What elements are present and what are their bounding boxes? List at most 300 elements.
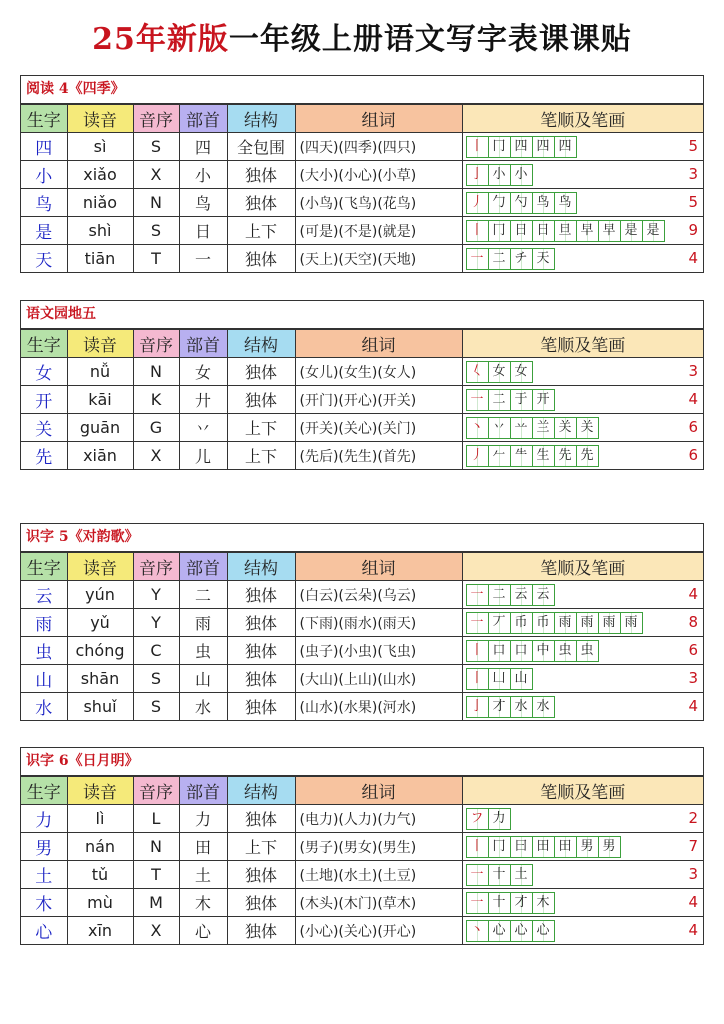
table-row [21, 609, 703, 637]
radical-cell: 田 [179, 833, 227, 861]
yinxu-cell: N [133, 189, 179, 217]
structure-cell: 独体 [227, 917, 295, 945]
stroke-order-cell [462, 861, 703, 889]
header-shengzi: 生字 [21, 105, 67, 133]
stroke-box: 𡿨 [466, 361, 489, 383]
section-title: 阅读 4《四季》 [21, 76, 703, 104]
page-title [0, 14, 724, 58]
stroke-box: 心 [488, 920, 511, 942]
header-bushou: 部首 [179, 330, 227, 358]
stroke-box: 心 [510, 920, 533, 942]
words-cell: (四天)(四季)(四只) [295, 133, 462, 161]
stroke-count: 3 [688, 865, 698, 883]
structure-cell: 全包围 [227, 133, 295, 161]
stroke-box: 男 [598, 836, 621, 858]
stroke-box: 心 [532, 920, 555, 942]
stroke-count: 4 [688, 921, 698, 939]
header-bushou: 部首 [179, 553, 227, 581]
pinyin-cell: xīn [67, 917, 133, 945]
stroke-box: 勺 [510, 192, 533, 214]
character-cell: 女 [21, 358, 67, 386]
stroke-box: 雨 [620, 612, 643, 634]
stroke-box: 十 [488, 892, 511, 914]
stroke-count: 9 [688, 221, 698, 239]
character-cell: 力 [21, 805, 67, 833]
header-jiegou: 结构 [227, 330, 295, 358]
radical-cell: 虫 [179, 637, 227, 665]
table-row [21, 442, 703, 470]
stroke-box: 日 [510, 220, 533, 242]
structure-cell: 上下 [227, 833, 295, 861]
stroke-order-cell [462, 358, 703, 386]
yinxu-cell: X [133, 917, 179, 945]
character-table [21, 329, 703, 469]
words-cell: (大山)(上山)(山水) [295, 665, 462, 693]
stroke-count: 7 [688, 837, 698, 855]
stroke-box: 虫 [576, 640, 599, 662]
stroke-box: 勹 [488, 192, 511, 214]
stroke-order-cell [462, 805, 703, 833]
stroke-box: 山 [510, 668, 533, 690]
section-title: 识字 6《日月明》 [21, 748, 703, 776]
table-row [21, 805, 703, 833]
stroke-sequence [466, 164, 532, 186]
stroke-sequence [466, 864, 532, 886]
radical-cell: 土 [179, 861, 227, 889]
character-cell: 水 [21, 693, 67, 721]
stroke-sequence [466, 445, 598, 467]
stroke-box: 亅 [466, 696, 489, 718]
stroke-box: 冂 [488, 136, 511, 158]
stroke-box: 雨 [598, 612, 621, 634]
stroke-box: ⺧ [510, 445, 533, 467]
structure-cell: 上下 [227, 414, 295, 442]
words-cell: (木头)(木门)(草木) [295, 889, 462, 917]
section-block [20, 523, 704, 721]
stroke-box: 鸟 [554, 192, 577, 214]
stroke-box: 丨 [466, 220, 489, 242]
stroke-order-cell [462, 245, 703, 273]
yinxu-cell: M [133, 889, 179, 917]
radical-cell: 山 [179, 665, 227, 693]
stroke-box: 丆 [488, 612, 511, 634]
stroke-box: 水 [532, 696, 555, 718]
words-cell: (土地)(水土)(土豆) [295, 861, 462, 889]
stroke-box: 一 [466, 612, 489, 634]
stroke-box: 早 [598, 220, 621, 242]
stroke-count: 6 [688, 641, 698, 659]
table-row [21, 358, 703, 386]
character-cell: 先 [21, 442, 67, 470]
stroke-box: 丨 [466, 836, 489, 858]
header-duyin: 读音 [67, 553, 133, 581]
radical-cell: 女 [179, 358, 227, 386]
character-cell: 木 [21, 889, 67, 917]
stroke-box: 女 [488, 361, 511, 383]
stroke-sequence [466, 668, 532, 690]
stroke-order-cell [462, 414, 703, 442]
header-bushou: 部首 [179, 777, 227, 805]
table-row [21, 889, 703, 917]
stroke-box: 凵 [488, 668, 511, 690]
character-cell: 鸟 [21, 189, 67, 217]
stroke-box: 田 [554, 836, 577, 858]
stroke-sequence [466, 640, 598, 662]
header-zuci: 组词 [295, 777, 462, 805]
stroke-box: 小 [488, 164, 511, 186]
stroke-box: 丿 [466, 445, 489, 467]
character-cell: 心 [21, 917, 67, 945]
header-jiegou: 结构 [227, 105, 295, 133]
stroke-box: 才 [488, 696, 511, 718]
stroke-count: 4 [688, 697, 698, 715]
stroke-box: 鸟 [532, 192, 555, 214]
page-title-year: 25年新版 [92, 22, 229, 57]
words-cell: (大小)(小心)(小草) [295, 161, 462, 189]
stroke-order-cell [462, 161, 703, 189]
yinxu-cell: N [133, 358, 179, 386]
stroke-box: 丶 [466, 417, 489, 439]
character-cell: 男 [21, 833, 67, 861]
stroke-box: 丷 [488, 417, 511, 439]
stroke-box: 口 [510, 640, 533, 662]
radical-cell: 一 [179, 245, 227, 273]
yinxu-cell: T [133, 861, 179, 889]
yinxu-cell: K [133, 386, 179, 414]
pinyin-cell: shān [67, 665, 133, 693]
stroke-order-cell [462, 386, 703, 414]
header-yinxu: 音序 [133, 777, 179, 805]
section-block [20, 747, 704, 945]
structure-cell: 上下 [227, 217, 295, 245]
pinyin-cell: tǔ [67, 861, 133, 889]
header-zuci: 组词 [295, 553, 462, 581]
header-zuci: 组词 [295, 105, 462, 133]
section-title: 语文园地五 [21, 301, 703, 329]
header-shengzi: 生字 [21, 553, 67, 581]
radical-cell: 小 [179, 161, 227, 189]
stroke-box: 兰 [532, 417, 555, 439]
header-duyin: 读音 [67, 330, 133, 358]
stroke-box: 币 [532, 612, 555, 634]
table-row [21, 161, 703, 189]
stroke-box: 四 [510, 136, 533, 158]
radical-cell: 心 [179, 917, 227, 945]
stroke-box: 才 [510, 892, 533, 914]
structure-cell: 独体 [227, 805, 295, 833]
stroke-box: 旦 [554, 220, 577, 242]
stroke-count: 3 [688, 669, 698, 687]
pinyin-cell: shuǐ [67, 693, 133, 721]
stroke-box: 水 [510, 696, 533, 718]
radical-cell: 丷 [179, 414, 227, 442]
stroke-sequence [466, 584, 554, 606]
stroke-sequence [466, 192, 576, 214]
stroke-box: 先 [576, 445, 599, 467]
stroke-box: 一 [466, 584, 489, 606]
radical-cell: 雨 [179, 609, 227, 637]
header-shengzi: 生字 [21, 330, 67, 358]
pinyin-cell: nǚ [67, 358, 133, 386]
stroke-box: 力 [488, 808, 511, 830]
stroke-box: チ [510, 248, 533, 270]
stroke-box: 早 [576, 220, 599, 242]
stroke-box: 丶 [466, 920, 489, 942]
header-row [21, 330, 703, 358]
structure-cell: 独体 [227, 637, 295, 665]
words-cell: (小鸟)(飞鸟)(花鸟) [295, 189, 462, 217]
stroke-box: 二 [488, 389, 511, 411]
character-cell: 虫 [21, 637, 67, 665]
radical-cell: 鸟 [179, 189, 227, 217]
stroke-box: 丿 [466, 192, 489, 214]
character-cell: 土 [21, 861, 67, 889]
pinyin-cell: yún [67, 581, 133, 609]
words-cell: (可是)(不是)(就是) [295, 217, 462, 245]
stroke-count: 3 [688, 165, 698, 183]
stroke-box: 雨 [554, 612, 577, 634]
stroke-order-cell [462, 609, 703, 637]
stroke-box: 䒑 [510, 417, 533, 439]
character-cell: 开 [21, 386, 67, 414]
table-row [21, 917, 703, 945]
stroke-box: 丨 [466, 640, 489, 662]
stroke-sequence [466, 808, 510, 830]
stroke-sequence [466, 220, 664, 242]
words-cell: (虫子)(小虫)(飞虫) [295, 637, 462, 665]
character-cell: 雨 [21, 609, 67, 637]
words-cell: (女儿)(女生)(女人) [295, 358, 462, 386]
structure-cell: 独体 [227, 889, 295, 917]
stroke-count: 4 [688, 893, 698, 911]
structure-cell: 上下 [227, 442, 295, 470]
character-table [21, 776, 703, 944]
stroke-sequence [466, 248, 554, 270]
header-bishun: 笔顺及笔画 [462, 553, 703, 581]
structure-cell: 独体 [227, 245, 295, 273]
radical-cell: 日 [179, 217, 227, 245]
stroke-box: 一 [466, 892, 489, 914]
pinyin-cell: mù [67, 889, 133, 917]
yinxu-cell: S [133, 133, 179, 161]
section-title: 识字 5《对韵歌》 [21, 524, 703, 552]
stroke-order-cell [462, 581, 703, 609]
stroke-sequence [466, 892, 554, 914]
yinxu-cell: L [133, 805, 179, 833]
stroke-box: 女 [510, 361, 533, 383]
stroke-box: 天 [532, 248, 555, 270]
yinxu-cell: G [133, 414, 179, 442]
header-row [21, 105, 703, 133]
section-block [20, 300, 704, 470]
stroke-count: 6 [688, 418, 698, 436]
stroke-box: 二 [488, 584, 511, 606]
table-row [21, 693, 703, 721]
stroke-box: 于 [510, 389, 533, 411]
pinyin-cell: tiān [67, 245, 133, 273]
yinxu-cell: Y [133, 609, 179, 637]
pinyin-cell: nán [67, 833, 133, 861]
header-yinxu: 音序 [133, 553, 179, 581]
header-shengzi: 生字 [21, 777, 67, 805]
header-jiegou: 结构 [227, 553, 295, 581]
header-zuci: 组词 [295, 330, 462, 358]
stroke-box: 关 [576, 417, 599, 439]
pinyin-cell: xiǎo [67, 161, 133, 189]
radical-cell: 力 [179, 805, 227, 833]
stroke-sequence [466, 417, 598, 439]
stroke-box: 十 [488, 864, 511, 886]
stroke-sequence [466, 920, 554, 942]
stroke-sequence [466, 696, 554, 718]
stroke-sequence [466, 836, 620, 858]
header-duyin: 读音 [67, 105, 133, 133]
table-row [21, 861, 703, 889]
stroke-count: 5 [688, 137, 698, 155]
structure-cell: 独体 [227, 693, 295, 721]
table-row [21, 833, 703, 861]
yinxu-cell: C [133, 637, 179, 665]
header-yinxu: 音序 [133, 105, 179, 133]
character-cell: 天 [21, 245, 67, 273]
stroke-order-cell [462, 217, 703, 245]
pinyin-cell: yǔ [67, 609, 133, 637]
stroke-order-cell [462, 833, 703, 861]
words-cell: (山水)(水果)(河水) [295, 693, 462, 721]
character-cell: 云 [21, 581, 67, 609]
stroke-box: 丨 [466, 668, 489, 690]
yinxu-cell: S [133, 217, 179, 245]
structure-cell: 独体 [227, 861, 295, 889]
words-cell: (小心)(关心)(开心) [295, 917, 462, 945]
stroke-count: 6 [688, 446, 698, 464]
words-cell: (下雨)(雨水)(雨天) [295, 609, 462, 637]
table-row [21, 414, 703, 442]
radical-cell: 二 [179, 581, 227, 609]
stroke-box: 一 [466, 389, 489, 411]
yinxu-cell: N [133, 833, 179, 861]
header-yinxu: 音序 [133, 330, 179, 358]
stroke-count: 4 [688, 585, 698, 603]
stroke-order-cell [462, 442, 703, 470]
stroke-box: 先 [554, 445, 577, 467]
pinyin-cell: xiān [67, 442, 133, 470]
header-bishun: 笔顺及笔画 [462, 777, 703, 805]
stroke-box: 口 [488, 640, 511, 662]
stroke-box: 生 [532, 445, 555, 467]
words-cell: (男子)(男女)(男生) [295, 833, 462, 861]
pinyin-cell: lì [67, 805, 133, 833]
yinxu-cell: T [133, 245, 179, 273]
structure-cell: 独体 [227, 189, 295, 217]
pinyin-cell: niǎo [67, 189, 133, 217]
radical-cell: 水 [179, 693, 227, 721]
structure-cell: 独体 [227, 386, 295, 414]
header-bishun: 笔顺及笔画 [462, 105, 703, 133]
character-table [21, 104, 703, 272]
stroke-box: 土 [510, 864, 533, 886]
stroke-sequence [466, 361, 532, 383]
yinxu-cell: Y [133, 581, 179, 609]
header-duyin: 读音 [67, 777, 133, 805]
stroke-box: 是 [620, 220, 643, 242]
yinxu-cell: X [133, 161, 179, 189]
stroke-order-cell [462, 189, 703, 217]
words-cell: (白云)(云朵)(乌云) [295, 581, 462, 609]
structure-cell: 独体 [227, 665, 295, 693]
words-cell: (先后)(先生)(首先) [295, 442, 462, 470]
stroke-box: 中 [532, 640, 555, 662]
stroke-box: 一 [466, 248, 489, 270]
stroke-box: 四 [554, 136, 577, 158]
table-row [21, 217, 703, 245]
character-table [21, 552, 703, 720]
stroke-box: 男 [576, 836, 599, 858]
structure-cell: 独体 [227, 581, 295, 609]
stroke-box: 一 [466, 864, 489, 886]
radical-cell: 四 [179, 133, 227, 161]
stroke-order-cell [462, 917, 703, 945]
words-cell: (开关)(关心)(关门) [295, 414, 462, 442]
stroke-sequence [466, 136, 576, 158]
stroke-count: 8 [688, 613, 698, 631]
stroke-order-cell [462, 889, 703, 917]
stroke-box: 云 [532, 584, 555, 606]
stroke-count: 3 [688, 362, 698, 380]
stroke-sequence [466, 612, 642, 634]
stroke-box: 雨 [576, 612, 599, 634]
page-title-main: 一年级上册语文写字表课课贴 [228, 22, 632, 57]
stroke-box: 关 [554, 417, 577, 439]
stroke-box: 二 [488, 248, 511, 270]
radical-cell: 廾 [179, 386, 227, 414]
stroke-box: 亅 [466, 164, 489, 186]
radical-cell: 儿 [179, 442, 227, 470]
yinxu-cell: X [133, 442, 179, 470]
structure-cell: 独体 [227, 358, 295, 386]
pinyin-cell: guān [67, 414, 133, 442]
stroke-box: 日 [532, 220, 555, 242]
stroke-order-cell [462, 693, 703, 721]
character-cell: 小 [21, 161, 67, 189]
stroke-count: 2 [688, 809, 698, 827]
character-cell: 关 [21, 414, 67, 442]
stroke-order-cell [462, 665, 703, 693]
table-row [21, 637, 703, 665]
header-bushou: 部首 [179, 105, 227, 133]
header-row [21, 553, 703, 581]
table-row [21, 581, 703, 609]
stroke-box: 𠂉 [488, 445, 511, 467]
stroke-sequence [466, 389, 554, 411]
pinyin-cell: sì [67, 133, 133, 161]
stroke-box: 冂 [488, 836, 511, 858]
table-row [21, 245, 703, 273]
structure-cell: 独体 [227, 161, 295, 189]
stroke-box: 是 [642, 220, 665, 242]
words-cell: (天上)(天空)(天地) [295, 245, 462, 273]
stroke-box: 冂 [488, 220, 511, 242]
header-jiegou: 结构 [227, 777, 295, 805]
pinyin-cell: shì [67, 217, 133, 245]
words-cell: (开门)(开心)(开关) [295, 386, 462, 414]
stroke-order-cell [462, 637, 703, 665]
stroke-box: 木 [532, 892, 555, 914]
radical-cell: 木 [179, 889, 227, 917]
stroke-count: 4 [688, 390, 698, 408]
pinyin-cell: chóng [67, 637, 133, 665]
stroke-box: 云 [510, 584, 533, 606]
